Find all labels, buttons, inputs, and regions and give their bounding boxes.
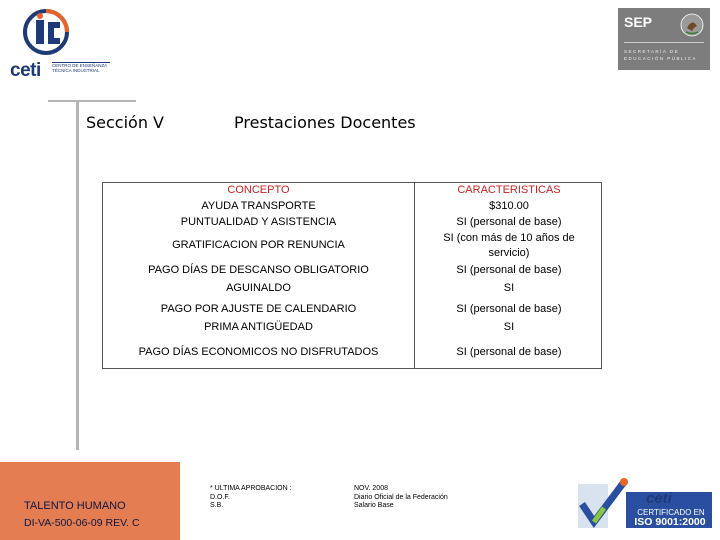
footer-document-code: DI-VA-500-06-09 REV. C: [24, 517, 140, 529]
table-row-value: SI: [503, 282, 515, 294]
table-row-value: SI (personal de base): [456, 346, 562, 358]
ceti-logo-text: ceti: [10, 60, 41, 81]
sep-sub-line-1: SECRETARÍA DE: [624, 49, 680, 54]
top-rule: [48, 100, 136, 102]
table-row-concept: PUNTUALIDAD Y ASISTENCIA: [180, 216, 337, 228]
note-value-approval: NOV. 2008: [354, 485, 388, 492]
table-row-concept: PAGO DÍAS ECONOMICOS NO DISFRUTADOS: [138, 346, 379, 358]
page-title: Prestaciones Docentes: [234, 113, 416, 132]
table-row-concept: PAGO POR AJUSTE DE CALENDARIO: [160, 303, 357, 315]
header-characteristics: CARACTERISTICAS: [457, 184, 561, 196]
note-value-sb: Salario Base: [354, 502, 394, 509]
sep-logo-subtitle: [624, 48, 697, 62]
left-rule: [76, 100, 79, 450]
note-label-dof: D.O.F.: [210, 493, 230, 501]
note-label-approval: * ULTIMA APROBACION :: [210, 485, 292, 492]
table-row-value: SI (con más de 10 años de servicio): [443, 232, 575, 259]
table-row-concept: AYUDA TRANSPORTE: [201, 200, 316, 212]
ceti-sub-line-2: TÉCNICA INDUSTRIAL: [52, 68, 100, 73]
ceti-logo-subtitle: [52, 63, 112, 73]
iso-certification-logo: [576, 474, 714, 530]
footer-department: TALENTO HUMANO: [24, 500, 126, 512]
iso-caption-2: ISO 9001:2000: [634, 516, 706, 528]
sep-sub-line-2: EDUCACIÓN PÚBLICA: [624, 56, 698, 61]
table-row-value: $310.00: [489, 200, 529, 212]
iso-caption-1: CERTIFICADO EN: [637, 508, 705, 517]
header-concept: CONCEPTO: [227, 184, 290, 196]
ceti-emblem-icon: [22, 8, 70, 58]
iso-brand-text: ceti: [646, 490, 672, 507]
note-label-sb: S.B.: [210, 502, 224, 509]
benefits-table: [102, 182, 602, 369]
table-row-value: SI (personal de base): [456, 303, 562, 315]
sep-logo-text: SEP: [624, 14, 653, 30]
table-row-concept: PRIMA ANTIGÜEDAD: [204, 321, 313, 333]
table-row-value: SI (personal de base): [456, 216, 562, 228]
sep-logo-rule: [624, 42, 704, 43]
note-value-dof: Diario Oficial de la Federación: [354, 493, 448, 501]
table-row-value: SI (personal de base): [456, 264, 562, 276]
ceti-sub-line-1: CENTRO DE ENSEÑANZA: [52, 63, 108, 68]
footer-notes-values: [354, 485, 448, 511]
section-label: Sección V: [86, 113, 164, 132]
footer-notes-labels: [210, 485, 292, 511]
ceti-logo: [8, 8, 108, 81]
table-row-concept: GRATIFICACION POR RENUNCIA: [172, 239, 345, 251]
sep-logo: [618, 8, 710, 70]
table-row-value: SI: [503, 321, 515, 333]
table-row-concept: PAGO DÍAS DE DESCANSO OBLIGATORIO: [148, 264, 369, 276]
table-row-concept: AGUINALDO: [226, 282, 291, 294]
mexican-eagle-emblem-icon: [680, 12, 704, 38]
